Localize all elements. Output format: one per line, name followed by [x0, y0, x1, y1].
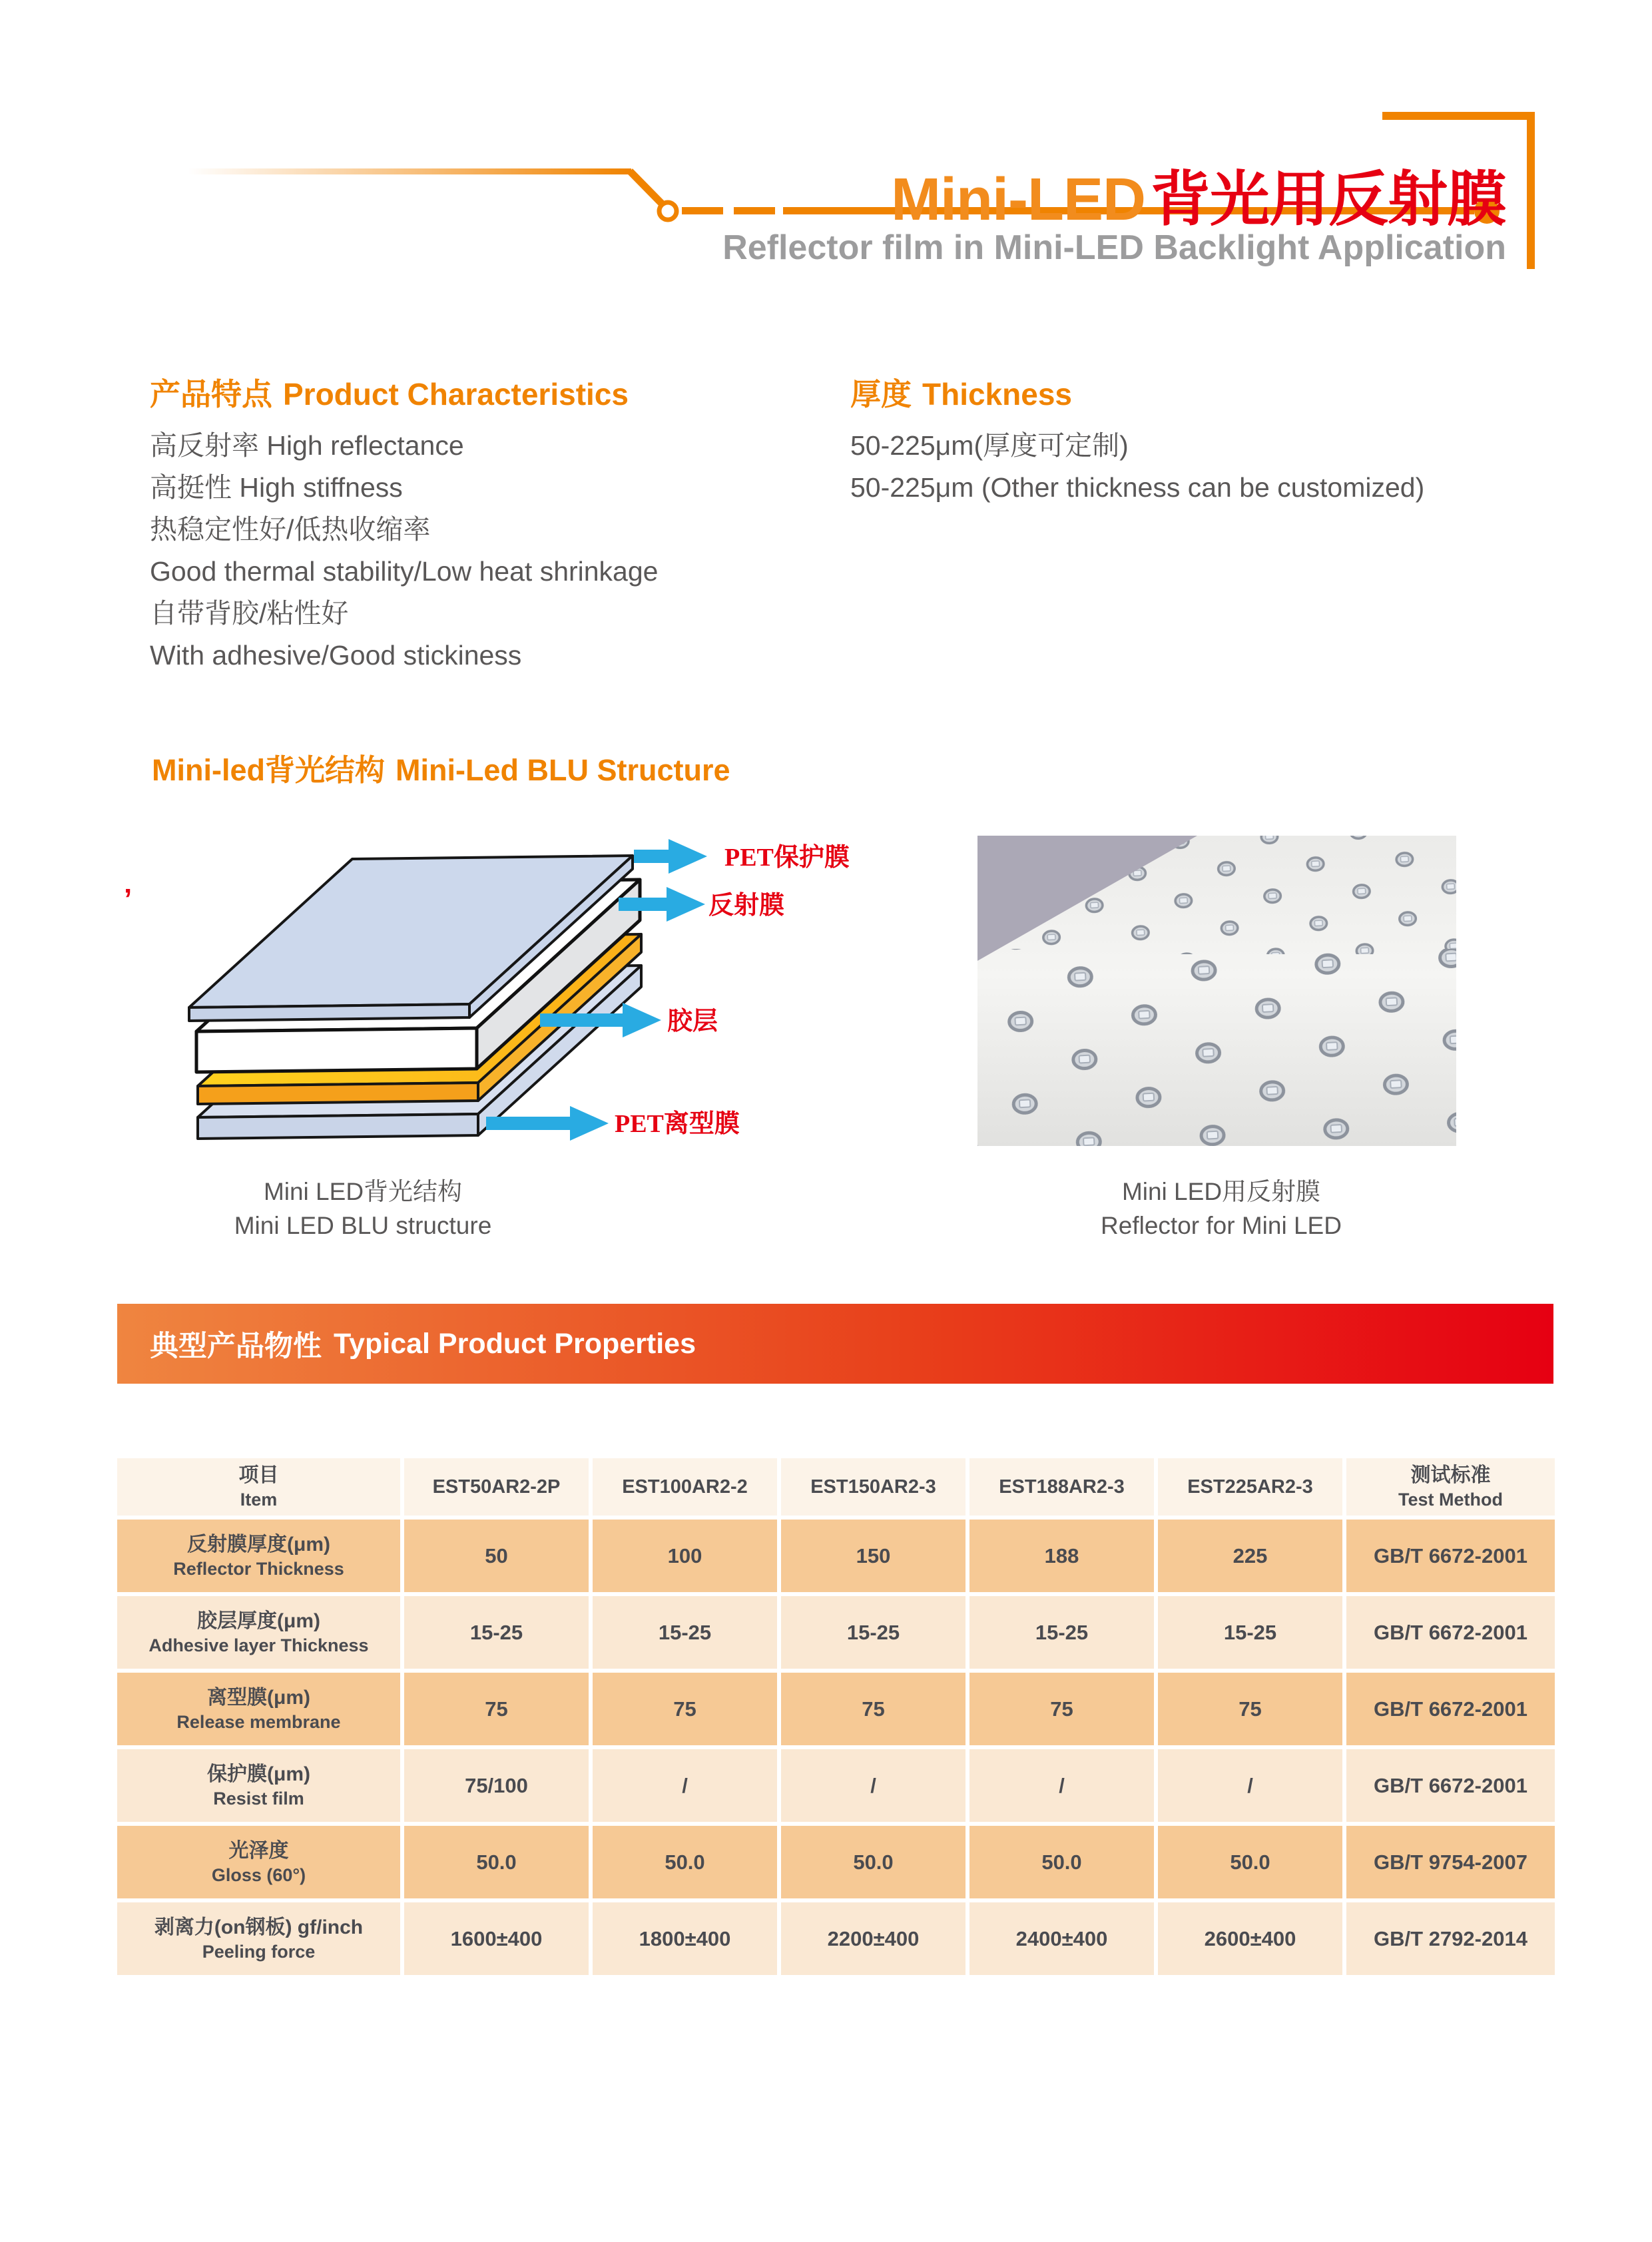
table-cell: 75 [1158, 1673, 1342, 1745]
reflector-photo [977, 836, 1456, 1146]
layer-label: 胶层 [667, 1007, 718, 1035]
table-cell: 75 [593, 1673, 777, 1745]
characteristic-line: 热稳定性好/低热收缩率 [150, 514, 431, 545]
page-title-cjk: 背光用反射膜 [1151, 166, 1506, 233]
characteristics-heading-cjk: 产品特点 [150, 377, 272, 412]
test-method-cell: GB/T 9754-2007 [1346, 1826, 1555, 1898]
characteristic-line: With adhesive/Good stickiness [150, 640, 522, 671]
table-cell: 50.0 [969, 1826, 1154, 1898]
test-method-cell: GB/T 6672-2001 [1346, 1673, 1555, 1745]
table-cell: 225 [1158, 1520, 1342, 1592]
diagonal-line [630, 171, 664, 206]
table-cell: 75/100 [404, 1749, 589, 1822]
characteristic-line: 高反射率 High reflectance [150, 430, 464, 461]
row-label [117, 1902, 400, 1975]
table-cell: 15-25 [593, 1596, 777, 1669]
structure-heading [152, 746, 730, 789]
table-cell: / [1158, 1749, 1342, 1822]
page-subtitle: Reflector film in Mini-LED Backlight Application [722, 228, 1506, 267]
blu-structure-diagram [120, 846, 919, 1219]
table-cell: 50.0 [781, 1826, 965, 1898]
row-label-en: Resist film [213, 1788, 304, 1809]
fade-line [188, 168, 631, 174]
characteristic-line: 自带背胶/粘性好 [150, 598, 349, 629]
structure-heading-cjk: Mini-led背光结构 [152, 753, 385, 787]
stray-mark: ’ [124, 883, 133, 916]
led-dots-pattern [977, 949, 1456, 1146]
method-header-en: Test Method [1398, 1490, 1503, 1510]
banner-en: Typical Product Properties [334, 1327, 696, 1360]
page-title-latin: Mini-LED [891, 166, 1145, 233]
thickness-heading-cjk: 厚度 [850, 377, 912, 412]
table-cell: 15-25 [1158, 1596, 1342, 1669]
banner-cjk: 典型产品物性 [150, 1330, 322, 1362]
row-label-cjk: 反射膜厚度(μm) [186, 1533, 330, 1555]
ring-node-icon [659, 202, 677, 220]
properties-table [117, 1458, 1553, 1975]
caption-line: Reflector for Mini LED [1101, 1212, 1342, 1239]
caption-line: Mini LED用反射膜 [1121, 1178, 1321, 1205]
structure-heading-en: Mini-Led BLU Structure [395, 753, 730, 787]
table-cell: 50 [404, 1520, 589, 1592]
row-label-cjk: 光泽度 [228, 1839, 289, 1862]
table-cell: 75 [404, 1673, 589, 1745]
properties-banner [117, 1304, 1553, 1384]
table-cell: 188 [969, 1520, 1154, 1592]
method-header-cjk: 测试标准 [1410, 1464, 1491, 1486]
row-label [117, 1520, 400, 1592]
row-label-en: Release membrane [176, 1711, 341, 1732]
row-label [117, 1826, 400, 1898]
layer-label: PET保护膜 [724, 844, 850, 872]
table-cell: 100 [593, 1520, 777, 1592]
test-method-cell: GB/T 6672-2001 [1346, 1520, 1555, 1592]
test-method-cell: GB/T 2792-2014 [1346, 1902, 1555, 1975]
table-header-model: EST100AR2-2 [593, 1458, 777, 1516]
table-cell: 50.0 [593, 1826, 777, 1898]
table-header-model: EST188AR2-3 [969, 1458, 1154, 1516]
table-header-model: EST150AR2-3 [781, 1458, 965, 1516]
table-header-item [117, 1458, 400, 1516]
layer-label: 反射膜 [708, 892, 785, 920]
left-figure-caption [156, 1175, 569, 1243]
page-title [891, 150, 1506, 237]
layer-arrow-icon [634, 839, 707, 874]
caption-line: Mini LED BLU structure [234, 1212, 492, 1239]
caption-line: Mini LED背光结构 [263, 1178, 463, 1205]
thickness-line: 50-225μm (Other thickness can be customized) [850, 472, 1425, 503]
row-label [117, 1673, 400, 1745]
row-label-cjk: 剥离力(on钢板) gf/inch [154, 1916, 364, 1938]
item-header-en: Item [240, 1490, 278, 1510]
table-cell: 2600±400 [1158, 1902, 1342, 1975]
table-cell: 15-25 [781, 1596, 965, 1669]
layer-label: PET离型膜 [615, 1110, 740, 1138]
table-cell: 150 [781, 1520, 965, 1592]
thickness-heading-en: Thickness [922, 377, 1072, 412]
table-cell: / [969, 1749, 1154, 1822]
row-label-en: Gloss (60°) [211, 1864, 306, 1885]
row-label-cjk: 离型膜(μm) [206, 1686, 310, 1709]
row-label [117, 1749, 400, 1822]
right-figure-caption [1015, 1175, 1428, 1243]
table-cell: 15-25 [404, 1596, 589, 1669]
thickness-heading [850, 370, 1072, 414]
table-cell: / [593, 1749, 777, 1822]
row-label-cjk: 保护膜(μm) [206, 1763, 310, 1785]
table-cell: 75 [969, 1673, 1154, 1745]
table-header-model: EST50AR2-2P [404, 1458, 589, 1516]
row-label-en: Reflector Thickness [173, 1558, 344, 1579]
dash-segment [734, 207, 775, 214]
table-cell: 50.0 [1158, 1826, 1342, 1898]
test-method-cell: GB/T 6672-2001 [1346, 1749, 1555, 1822]
row-label-en: Adhesive layer Thickness [148, 1635, 369, 1655]
characteristics-heading-en: Product Characteristics [283, 377, 629, 412]
row-label-cjk: 胶层厚度(μm) [196, 1609, 320, 1632]
table-cell: 1800±400 [593, 1902, 777, 1975]
characteristics-heading [150, 370, 629, 414]
table-cell: 2200±400 [781, 1902, 965, 1975]
table-cell: 15-25 [969, 1596, 1154, 1669]
thickness-line: 50-225μm(厚度可定制) [850, 430, 1129, 461]
bracket-top [1382, 112, 1535, 120]
table-header-method [1346, 1458, 1555, 1516]
characteristic-line: Good thermal stability/Low heat shrinkage [150, 556, 659, 587]
table-cell: 2400±400 [969, 1902, 1154, 1975]
characteristics-list [150, 425, 658, 677]
table-cell: 75 [781, 1673, 965, 1745]
table-cell: / [781, 1749, 965, 1822]
table-header-model: EST225AR2-3 [1158, 1458, 1342, 1516]
characteristic-line: 高挺性 High stiffness [150, 472, 403, 503]
item-header-cjk: 项目 [238, 1464, 279, 1486]
row-label [117, 1596, 400, 1669]
table-cell: 50.0 [404, 1826, 589, 1898]
thickness-list [850, 425, 1424, 509]
table-cell: 1600±400 [404, 1902, 589, 1975]
test-method-cell: GB/T 6672-2001 [1346, 1596, 1555, 1669]
row-label-en: Peeling force [202, 1941, 316, 1962]
bracket-side [1527, 112, 1535, 269]
dash-segment [682, 207, 723, 214]
